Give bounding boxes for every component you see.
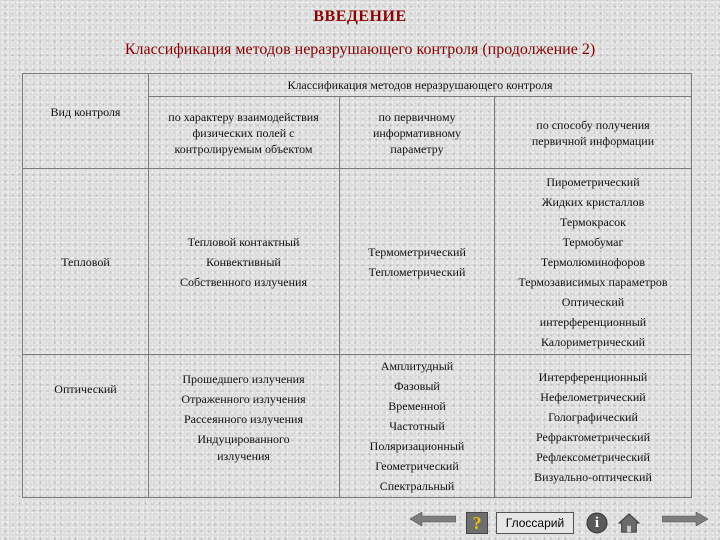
- col-divider-1: [148, 73, 149, 498]
- col-header-parameter: [341, 97, 493, 168]
- col-header-parameter-label: по первичному информативному параметру: [372, 109, 462, 156]
- col-header-type: [23, 74, 148, 168]
- list-item: Рефрактометрический: [535, 430, 650, 444]
- list-item: Временной: [388, 399, 446, 413]
- list-item: Индуцированного: [197, 432, 290, 446]
- page-title: ВВЕДЕНИЕ: [313, 8, 407, 25]
- col-divider-3: [494, 96, 495, 498]
- list-item: Прошедшего излучения: [182, 372, 305, 386]
- list-item: Амплитудный: [380, 359, 454, 373]
- list-item: Спектральный: [379, 479, 455, 493]
- list-item: Термокрасок: [560, 214, 626, 229]
- list-item: Жидких кристаллов: [541, 194, 645, 209]
- list-item: Частотный: [389, 419, 445, 433]
- row-optical-parameter: [341, 355, 493, 497]
- col-header-type-label: Вид контроля: [50, 105, 121, 119]
- back-arrow-icon[interactable]: [410, 512, 456, 526]
- list-item: Нефелометрический: [540, 390, 646, 404]
- list-item: Визуально-оптический: [534, 470, 652, 484]
- col-header-interaction: [150, 97, 337, 168]
- list-item: Отраженного излучения: [181, 392, 306, 406]
- row-thermal-interaction: [150, 169, 337, 354]
- list-item: Теплометрический: [368, 264, 466, 279]
- list-item: Пирометрический: [546, 174, 640, 189]
- list-item: Фазовый: [394, 379, 440, 393]
- row-thermal-parameter: [341, 169, 493, 354]
- col-divider-2: [339, 96, 340, 498]
- group-header: [149, 74, 691, 96]
- list-item: Собственного излучения: [180, 274, 307, 289]
- row-optical-method: [496, 355, 690, 497]
- page-subtitle: Классификация методов неразрушающего контроля (продолжение 2): [124, 41, 596, 58]
- list-item: Термолюминофоров: [540, 254, 646, 269]
- table-border-right: [691, 73, 692, 498]
- row-thermal-type-label: Тепловой: [61, 254, 110, 269]
- table-border-bottom: [22, 497, 692, 498]
- row-optical-interaction: [150, 355, 337, 497]
- row-thermal-type: [23, 169, 148, 354]
- list-item: Калориметрический: [540, 334, 646, 349]
- list-item: излучения: [217, 449, 270, 463]
- col-header-interaction-label: по характеру взаимодействия физических полей с контролируемым объектом: [168, 109, 319, 156]
- list-item: Термометрический: [368, 244, 466, 259]
- list-item: Тепловой контактный: [187, 234, 300, 249]
- help-button[interactable]: [466, 512, 488, 534]
- list-item: Термозависимых параметров: [518, 274, 668, 289]
- question-icon: ?: [472, 513, 482, 533]
- info-symbol: i: [594, 515, 600, 531]
- list-item: Рассеянного излучения: [184, 412, 303, 426]
- list-item: Термобумаг: [562, 234, 624, 249]
- list-item: Рефлексометрический: [536, 450, 650, 464]
- row-optical-type-label: Оптический: [54, 382, 117, 396]
- col-header-method-label: по способу получения первичной информации: [531, 117, 655, 148]
- list-item: интерференционный: [539, 314, 647, 329]
- list-item: Оптический: [561, 294, 625, 309]
- col-header-method: [496, 97, 690, 168]
- list-item: Голографический: [548, 410, 638, 424]
- group-header-label: Классификация методов неразрушающего контроля: [287, 78, 553, 92]
- info-button[interactable]: [586, 512, 608, 534]
- home-icon: [618, 512, 640, 534]
- home-button[interactable]: [618, 512, 640, 534]
- list-item: Интерференционный: [538, 370, 648, 384]
- list-item: Геометрический: [375, 459, 459, 473]
- forward-arrow-icon[interactable]: [662, 512, 708, 526]
- row-optical-type: [23, 355, 148, 497]
- row-thermal-method: [496, 169, 690, 354]
- list-item: Поляризационный: [369, 439, 465, 453]
- glossary-button[interactable]: Глоссарий: [496, 512, 574, 534]
- list-item: Конвективный: [206, 254, 281, 269]
